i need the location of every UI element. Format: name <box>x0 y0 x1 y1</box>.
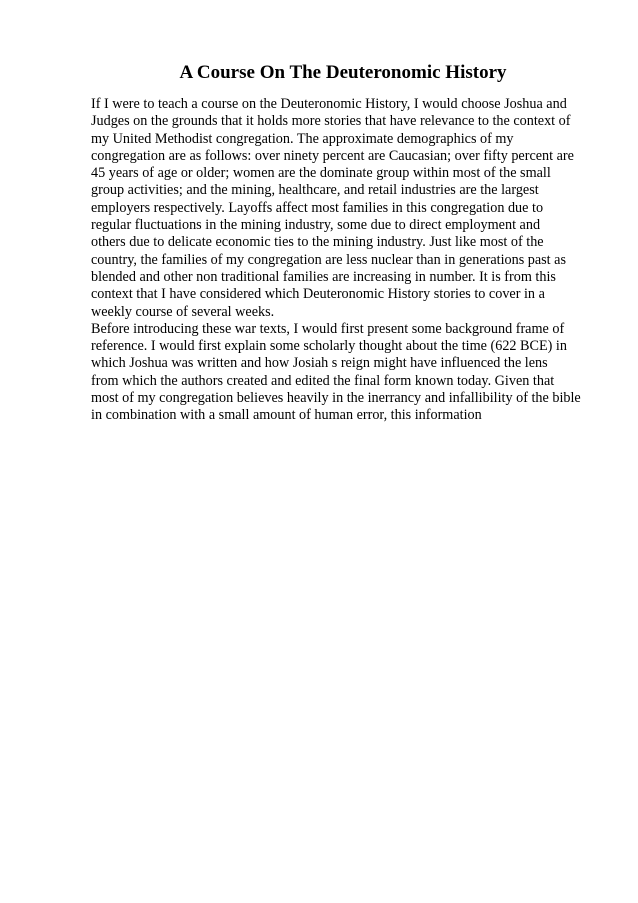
text-line: regular fluctuations in the mining industry, some due to direct employment and <box>91 217 541 234</box>
text-line: If I were to teach a course on the Deuteronomic History, I would choose Joshua and <box>91 96 567 112</box>
text-line: weekly course of several weeks. <box>91 303 275 320</box>
text-line: from which the authors created and edited the final form known today. Given that <box>91 372 555 389</box>
paragraph-2 <box>91 321 601 425</box>
text-line: group activities; and the mining, healthcare, and retail industries are the largest <box>91 182 539 199</box>
text-line: others due to delicate economic ties to the mining industry. Just like most of the <box>91 234 544 251</box>
text-line: which Joshua was written and how Josiah s reign might have influenced the lens <box>91 355 548 372</box>
paragraph-1 <box>91 96 601 321</box>
text-line: Judges on the grounds that it holds more stories that have relevance to the context of <box>91 113 571 130</box>
text-line: blended and other non traditional families are increasing in number. It is from this <box>91 268 556 285</box>
text-line: congregation are as follows: over ninety percent are Caucasian; over fifty percent are <box>91 147 574 164</box>
document-body <box>91 96 601 425</box>
text-line: my United Methodist congregation. The approximate demographics of my <box>91 130 514 147</box>
text-line: context that I have considered which Deuteronomic History stories to cover in a <box>91 286 545 303</box>
text-line: reference. I would first explain some scholarly thought about the time (622 BCE) in <box>91 338 567 355</box>
text-line: 45 years of age or older; women are the dominate group within most of the small <box>91 165 551 182</box>
text-line: employers respectively. Layoffs affect most families in this congregation due to <box>91 199 544 216</box>
text-line: Before introducing these war texts, I would first present some background frame of <box>91 320 565 337</box>
text-line: in combination with a small amount of human error, this information <box>91 407 482 424</box>
text-line: most of my congregation believes heavily in the inerrancy and infallibility of the bible <box>91 390 581 407</box>
text-line: country, the families of my congregation are less nuclear than in generations past as <box>91 251 566 268</box>
document-title: A Course On The Deuteronomic History <box>179 62 507 83</box>
